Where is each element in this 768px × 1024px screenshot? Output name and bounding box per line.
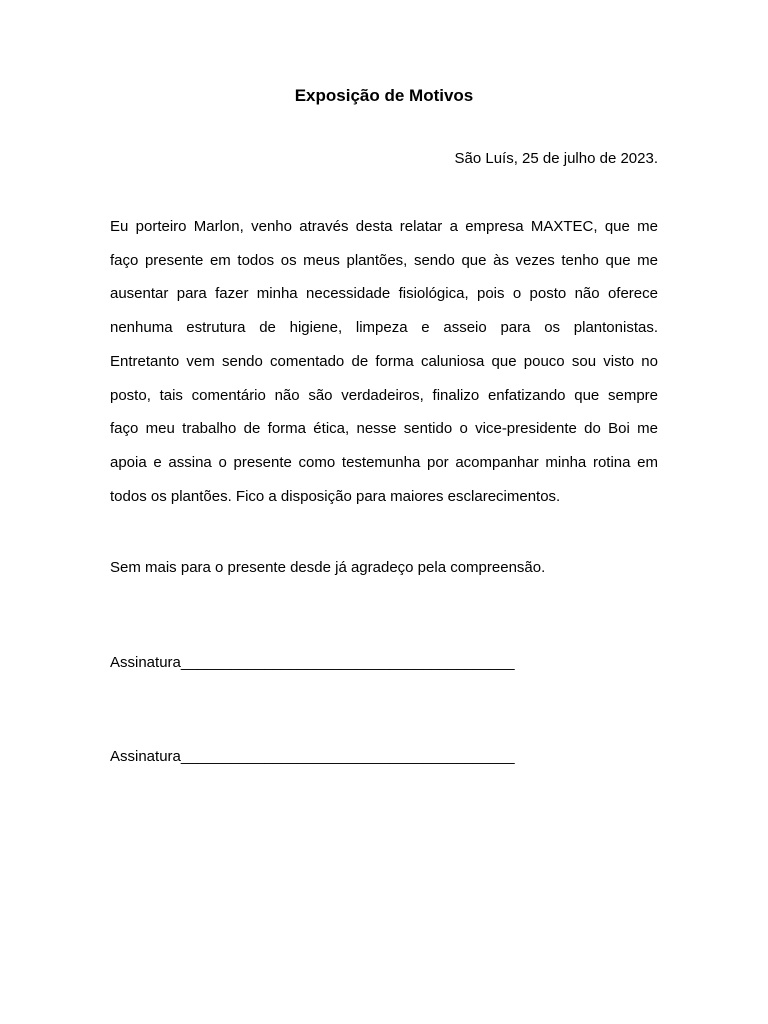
body-line: posto, tais comentário não são verdadeiros, finalizo enfatizando que sempre [110,386,658,404]
body-line: apoia e assina o presente como testemunha por acompanhar minha rotina em [110,453,658,471]
document-title: Exposição de Motivos [294,86,474,105]
body-line: nenhuma estrutura de higiene, limpeza e asseio para os plantonistas. [110,319,658,337]
signature-line-2: Assinatura________________________________________ [110,748,515,765]
body-line: faço meu trabalho de forma ética, nesse sentido o vice-presidente do Boi me [110,420,658,438]
body-line: Entretanto vem sendo comentado de forma caluniosa que pouco sou visto no [110,352,658,370]
body-line: Eu porteiro Marlon, venho através desta relatar a empresa MAXTEC, que me [110,218,658,235]
signature-line-1: Assinatura________________________________________ [110,654,515,671]
date-line: São Luís, 25 de julho de 2023. [454,150,658,167]
body-line: ausentar para fazer minha necessidade fisiológica, pois o posto não oferece [110,285,658,303]
body-line: faço presente em todos os meus plantões, sendo que às vezes tenho que me [110,251,658,269]
body-line: todos os plantões. Fico a disposição para maiores esclarecimentos. [110,487,561,505]
closing-text: Sem mais para o presente desde já agradeço pela compreensão. [110,559,546,576]
body-paragraph [110,210,658,513]
